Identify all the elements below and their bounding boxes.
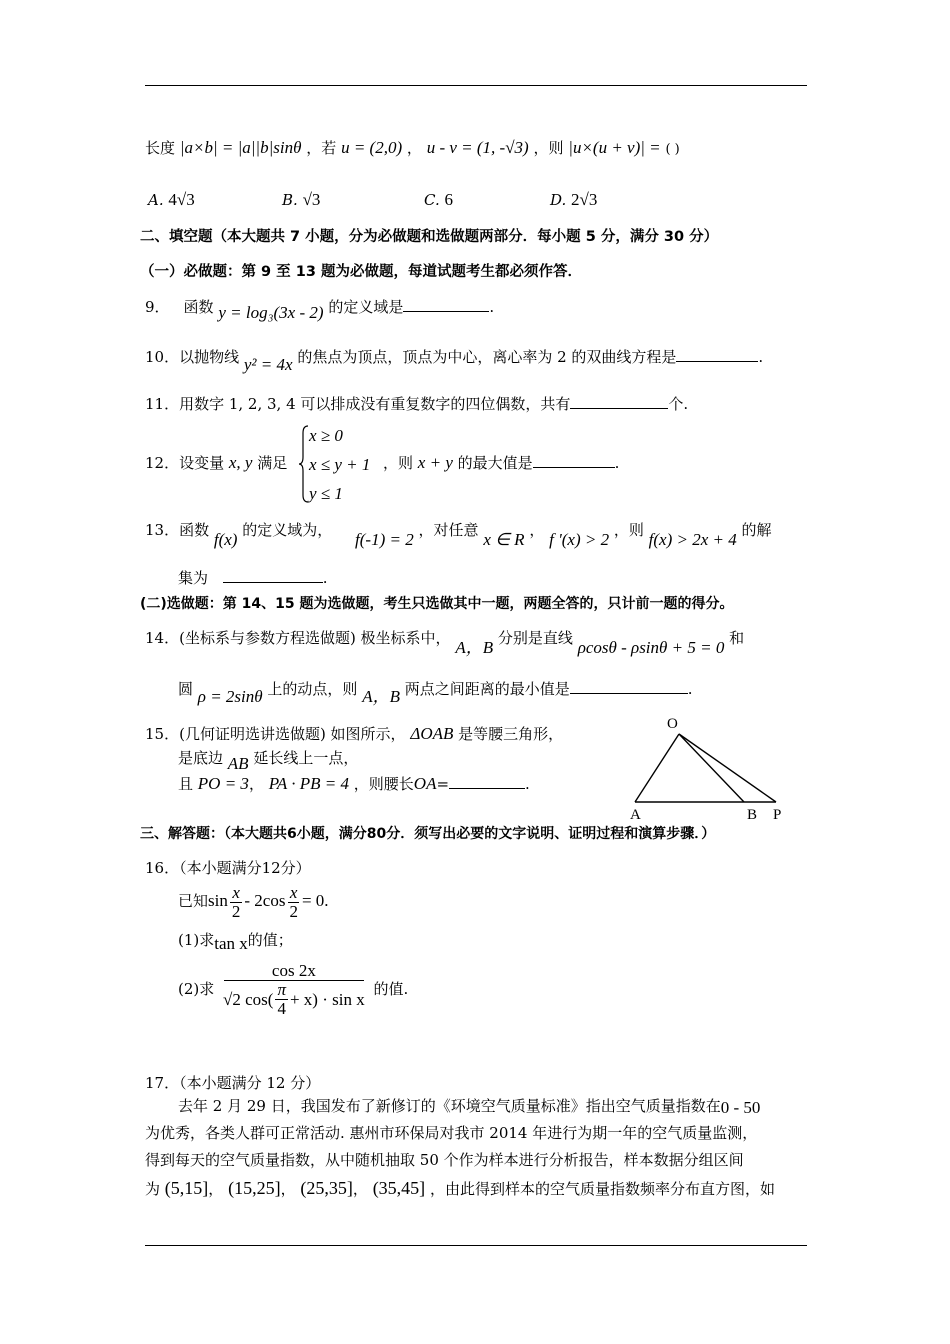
label-O: O (667, 716, 678, 732)
answer-blank[interactable] (570, 394, 668, 409)
part2-heading: (二)选做题：第 14、15 题为选做题，考生只选做其中一题，两题全答的，只计前一题的得分。 (140, 596, 734, 612)
question-10: 10．以抛物线 y² = 4x 的焦点为顶点，顶点为中心，离心率为 2 的双曲线方程是 . (145, 348, 764, 374)
question-11: 11．用数字 1, 2, 3, 4 可以排成没有重复数字的四位偶数，共有 个. (145, 395, 689, 413)
q8-cond1: u = (2,0) (341, 138, 403, 157)
answer-blank[interactable] (570, 679, 688, 694)
section2-part1: （一）必做题：第 9 至 13 题为必做题，每道试题考生都必须作答． (140, 264, 582, 280)
question-16-part2: (2)求 cos 2x √2 cos( $\frac{\pi}{4}$ + x) · sin x 的值. (178, 961, 409, 1018)
question-15-line3: 且 PO = 3， PA · PB = 4 ，则腰长OA= . (178, 774, 530, 793)
answer-blank[interactable] (676, 347, 758, 362)
question-12: 12．设变量 x, y 满足 (145, 453, 288, 472)
question-16-title: 16．（本小题满分12分） (145, 859, 311, 877)
q8-ask: |u×(u + v)| = (568, 138, 661, 157)
question-15-line2: 是底边 AB 延长线上一点， (178, 749, 359, 773)
system-cond-2: x ≤ y + 1 (309, 455, 371, 474)
question-16-given: 已知sin $\frac{x}{2}$ - 2cos $\frac{x}{2}$ = 0. (178, 882, 329, 921)
question-16-part1: (1)求tan x的值； (178, 931, 293, 953)
system-cond-1: x ≥ 0 (309, 426, 343, 445)
question-17-title: 17．（本小题满分 12 分） (145, 1074, 321, 1092)
answer-blank[interactable] (533, 453, 615, 468)
question-17-line1: 去年 2 月 29 日，我国发布了新修订的《环境空气质量标准》指出空气质量指数在0 - 50 (178, 1097, 761, 1117)
label-A: A (630, 807, 641, 823)
label-B: B (747, 807, 758, 823)
question-12-tail: ，则 x + y 的最大值是 . (383, 453, 620, 472)
option-c: C. 6 (424, 190, 453, 209)
option-a: A. 4√3 (148, 190, 195, 209)
question-9: 9． 函数 y = log₃(3x - 2) 的定义域是 . (145, 298, 495, 322)
answer-blank[interactable] (403, 297, 489, 312)
question-17-line2: 为优秀，各类人群可正常活动. 惠州市环保局对我市 2014 年进行为期一年的空气质量监测， (145, 1124, 758, 1142)
section3-heading: 三、解答题：（本大题共6小题，满分80分．须写出必要的文字说明、证明过程和演算步骤．） (140, 826, 716, 842)
side-OP (679, 734, 776, 802)
side-OA (635, 734, 679, 802)
answer-blank[interactable] (223, 568, 323, 583)
option-d: D. 2√3 (550, 190, 598, 209)
answer-blank[interactable] (449, 774, 525, 789)
system-brace (299, 425, 309, 503)
question-17-line3: 得到每天的空气质量指数，从中随机抽取 50 个作为样本进行分析报告，样本数据分组区间 (145, 1151, 744, 1169)
question-14-line2: 圆 ρ = 2sinθ 上的动点，则 A，B 两点之间距离的最小值是 . (178, 680, 693, 706)
option-b: B. √3 (282, 190, 321, 209)
question-13: 13．函数 f(x) 的定义域为， f(-1) = 2 ，对任意 x ∈ R ， f '(x) > 2 ，则 f(x) > 2x + 4 的解 (145, 521, 772, 549)
question-17-line4: 为 (5,15]， (15,25]， (25,35]， (35,45] ，由此得到样本的空气质量指数频率分布直方图，如 (145, 1178, 775, 1198)
question-13-line2: 集为 . (178, 569, 328, 587)
section2-heading: 二、填空题（本大题共 7 小题，分为必做题和选做题两部分．每小题 5 分，满分 30 分） (140, 229, 719, 245)
top-rule (145, 85, 807, 86)
system-cond-3: y ≤ 1 (309, 484, 343, 503)
q8-formula: |a×b| = |a||b|sinθ (179, 138, 302, 157)
label-P: P (773, 807, 782, 823)
side-OB (679, 734, 744, 802)
q8-stem: 长度 |a×b| = |a||b|sinθ ，若 u = (2,0) ， u - v = (1, -√3) ，则 |u×(u + v)| = ( ) (145, 138, 680, 157)
q8-cond2: u - v = (1, -√3) (426, 138, 529, 157)
triangle-figure (626, 716, 796, 826)
question-14: 14．(坐标系与参数方程选做题) 极坐标系中， A，B 分别是直线 ρcosθ - ρsinθ + 5 = 0 和 (145, 629, 745, 657)
bottom-rule (145, 1245, 807, 1246)
q8-answer-paren: ( ) (665, 142, 680, 157)
question-15: 15．(几何证明选讲选做题) 如图所示， ΔOAB 是等腰三角形， (145, 724, 564, 743)
